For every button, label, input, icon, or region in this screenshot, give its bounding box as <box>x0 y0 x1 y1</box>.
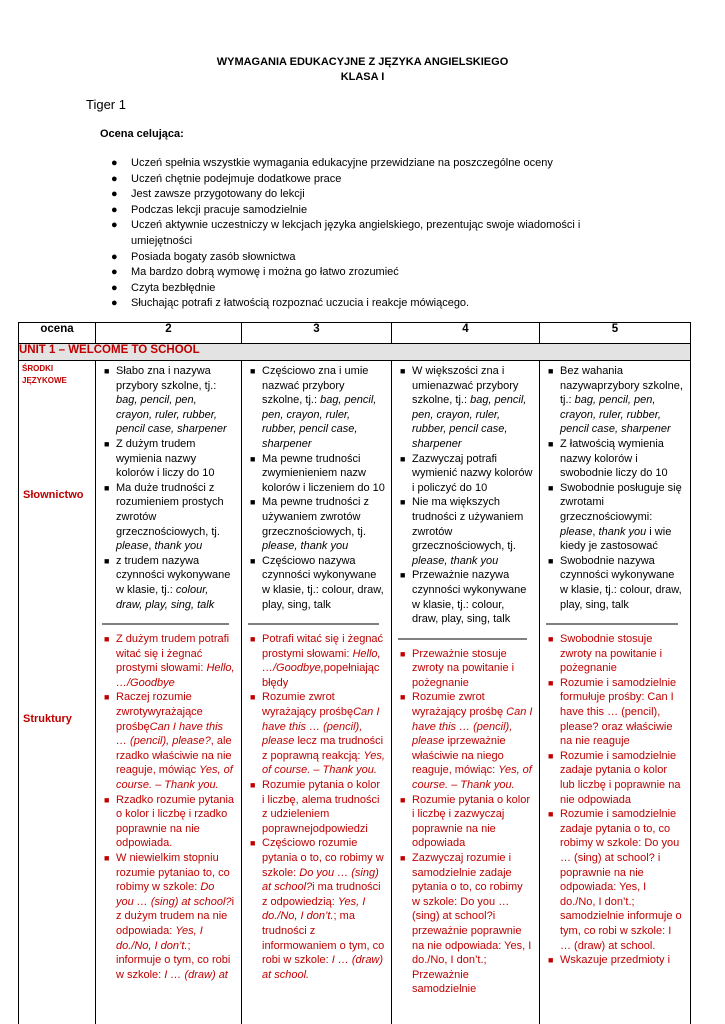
list-item: ■ Przeważnie nazywa czynności wykonywane w klasie, tj.: colour, draw, play, sing, talk <box>400 569 527 626</box>
list-item: ● Czyta bezbłędnie <box>108 281 598 297</box>
square-bullet-icon: ■ <box>250 497 256 508</box>
list-item: ■ Rozumie i samodzielnie formułuje prośby: Can I have this … (pencil), please? oraz właściwie na nie reaguje <box>548 676 677 748</box>
list-item: ■ Rozumie zwrot wyrażający prośbę Can I have this … (pencil), please iprzeważnie właściwie na niego reaguje, mówiąc: Yes, of course. – Thank you. <box>400 691 533 792</box>
list-item: ● Posiada bogaty zasób słownictwa <box>108 250 598 266</box>
class-level: KLASA I <box>340 71 385 83</box>
list-item: ■ Zazwyczaj potrafi wymienić nazwy kolorów i policzyć do 10 <box>400 452 533 494</box>
course-name: Tiger 1 <box>86 97 126 112</box>
square-bullet-icon: ■ <box>250 555 256 566</box>
srodki-label: ŚRODKI JĘZYKOWE <box>22 364 67 385</box>
square-bullet-icon: ■ <box>104 438 110 449</box>
list-item: ■ W niewielkim stopniu rozumie pytaniao to, co robimy w szkole: Do you … (sing) at school?i z dużym trudem na nie odpowiada: Yes, I do./No, I don’t.; informuje o tym, co robi w szkole: I … (draw) at <box>104 852 235 981</box>
square-bullet-icon: ■ <box>400 853 406 863</box>
list-item: ■ Swobodnie posługuje się zwrotami grzecznościowymi: please, thank you i wie kiedy je zastosować <box>548 481 682 553</box>
square-bullet-icon: ■ <box>104 794 110 805</box>
grade-5-cell <box>540 361 691 1024</box>
header-grade-4: 4 <box>392 323 540 344</box>
list-item: ● Podczas lekcji pracuje samodzielnie <box>108 203 598 219</box>
square-bullet-icon: ■ <box>250 780 256 791</box>
struktury-label: Struktury <box>23 713 72 725</box>
list-item: ● Uczeń spełnia wszystkie wymagania edukacyjne przewidziane na poszczególne oceny <box>108 156 598 172</box>
unit-row <box>19 344 691 361</box>
square-bullet-icon: ■ <box>250 692 256 703</box>
grade-3-structures <box>242 632 391 982</box>
list-item: ■ Z dużym trudem wymienia nazwy kolorów i liczy do 10 <box>104 437 215 480</box>
list-item: ■ Rozumie i samodzielnie zadaje pytania o to, co robimy w szkole: Do you … (sing) at school? i poprawnie na nie odpowiada: Yes, I do./No, I don’t.; samodzielnie informuje o tym, co robi w szkole: I … (draw) at school. <box>548 808 682 952</box>
square-bullet-icon: ■ <box>548 809 554 820</box>
square-bullet-icon: ■ <box>548 677 554 688</box>
grade-5-structures <box>540 632 690 968</box>
list-item: ■ Częściowo nazywa czynności wykonywane w klasie, tj.: colour, draw, play, sing, talk <box>250 554 384 611</box>
list-item: ● Słuchając potrafi z łatwością rozpoznać uczucia i reakcje mówiącego. <box>108 296 598 312</box>
square-bullet-icon: ■ <box>250 366 256 376</box>
section-divider <box>540 612 690 632</box>
square-bullet-icon: ■ <box>250 838 256 849</box>
square-bullet-icon: ■ <box>104 482 110 493</box>
list-item: ■ Potrafi witać się i żegnać prostymi słowami: Hello, …/Goodbye,popełniając błędy <box>250 633 384 689</box>
square-bullet-icon: ■ <box>400 453 406 464</box>
bullet-icon: ● <box>111 281 118 294</box>
bullet-icon: ● <box>111 250 118 263</box>
square-bullet-icon: ■ <box>400 366 406 376</box>
square-bullet-icon: ■ <box>548 750 554 761</box>
list-item: ■ Słabo zna i nazywa przybory szkolne, tj.: bag, pencil, pen, crayon, ruler, rubber, pencil case, sharpener <box>104 365 227 436</box>
list-item: ■ Swobodnie stosuje zwroty na powitanie i pożegnanie <box>548 633 663 675</box>
list-item: ● Uczeń aktywnie uczestniczy w lekcjach języka angielskiego, prezentując swoje wiadomości i umiejętności <box>111 219 581 247</box>
bullet-icon: ● <box>111 297 118 310</box>
table-header-row <box>19 323 691 344</box>
bullet-icon: ● <box>111 219 118 232</box>
list-item: ■ z trudem nazywa czynności wykonywane w klasie, tj.: colour, draw, play, sing, talk <box>104 554 231 611</box>
grade-3-vocabulary <box>242 361 391 612</box>
bullet-icon: ● <box>111 266 118 279</box>
list-item: ■ Ma pewne trudności zwymienieniem nazw kolorów i liczeniem do 10 <box>250 452 385 494</box>
square-bullet-icon: ■ <box>250 634 256 645</box>
section-divider <box>392 627 539 647</box>
bullet-icon: ● <box>111 172 118 185</box>
list-item: ● Jest zawsze przygotowany do lekcji <box>108 187 598 203</box>
list-item: ■ W większości zna i umienazwać przybory szkolne, tj.: bag, pencil, pen, crayon, ruler, rubber, pencil case, sharpener <box>400 365 527 450</box>
square-bullet-icon: ■ <box>250 453 256 464</box>
square-bullet-icon: ■ <box>104 853 110 863</box>
list-item: ■ Z łatwością wymienia nazwy kolorów i swobodnie liczy do 10 <box>548 437 668 480</box>
list-item: ■ Rozumie i samodzielnie zadaje pytania o kolor lub liczbę i poprawnie na nie odpowiada <box>548 749 681 806</box>
square-bullet-icon: ■ <box>548 555 554 566</box>
grade-2-cell <box>96 361 242 1024</box>
list-item: ■ Wskazuje przedmioty i <box>548 954 671 967</box>
bullet-icon: ● <box>111 203 118 216</box>
requirements-table <box>18 322 691 1024</box>
bullet-icon: ● <box>111 188 118 201</box>
square-bullet-icon: ■ <box>104 692 110 703</box>
grade-4-vocabulary <box>392 361 539 627</box>
header-grade-5: 5 <box>540 323 691 344</box>
grade-4-cell <box>392 361 540 1024</box>
list-item: ● Ma bardzo dobrą wymowę i można go łatwo zrozumieć <box>108 265 598 281</box>
list-item: ■ Zazwyczaj rozumie i samodzielnie zadaje pytania o to, co robimy w szkole: Do you … (sing) at school?i przeważnie poprawnie na nie odpowiada: Yes, I do./No, I don’t.; Przeważnie samodzielnie <box>400 852 532 996</box>
header-ocena: ocena <box>19 323 96 344</box>
list-item: ■ Rzadko rozumie pytania o kolor i liczbę i rzadko poprawnie na nie odpowiada. <box>104 793 235 850</box>
list-item: ■ Częściowo rozumie pytania o to, co robimy w szkole: Do you … (sing) at school?i ma trudności z odpowiedzią: Yes, I do./No, I don’t.; ma trudności z informowaniem o tym, co robi w szkole: I … (draw) at school. <box>250 837 385 981</box>
list-item: ■ Ma pewne trudności z używaniem zwrotów grzecznościowych, tj. please, thank you <box>250 496 369 553</box>
grade-3-cell <box>242 361 392 1024</box>
square-bullet-icon: ■ <box>548 482 554 493</box>
content-row <box>19 361 691 1024</box>
grade-heading: Ocena celująca: <box>100 128 184 140</box>
square-bullet-icon: ■ <box>548 438 554 449</box>
list-item: ■ Z dużym trudem potrafi witać się i żegnać prostymi słowami: Hello, …/Goodbye <box>104 633 235 689</box>
square-bullet-icon: ■ <box>400 570 406 581</box>
list-item: ■ Bez wahania nazywaprzybory szkolne, tj.: bag, pencil, pen, crayon, ruler, rubber, pencil case, sharpener <box>548 365 683 436</box>
grade-2-structures <box>96 632 241 982</box>
grade-5-vocabulary <box>540 361 690 612</box>
bullet-icon: ● <box>111 157 118 169</box>
square-bullet-icon: ■ <box>548 634 554 645</box>
row-labels <box>19 361 96 1024</box>
slownictwo-label: Słownictwo <box>23 489 84 501</box>
list-item: ■ Raczej rozumie zwrotywyrażające prośbęCan I have this … (pencil), please?, ale rzadko właściwie na nie reaguje, mówiąc Yes, of course. – Thank you. <box>104 691 233 792</box>
square-bullet-icon: ■ <box>104 555 110 566</box>
grade-4-structures <box>392 647 539 997</box>
list-item: ■ Częściowo zna i umie nazwać przybory szkolne, tj.: bag, pencil, pen, crayon, ruler, rubber, pencil case, sharpener <box>250 365 377 450</box>
square-bullet-icon: ■ <box>548 955 554 966</box>
square-bullet-icon: ■ <box>400 794 406 805</box>
list-item: ■ Nie ma większych trudności z używaniem zwrotów grzecznościowych, tj. please, thank you <box>400 496 524 567</box>
square-bullet-icon: ■ <box>104 634 110 645</box>
square-bullet-icon: ■ <box>104 366 110 376</box>
header-grade-2: 2 <box>96 323 242 344</box>
list-item: ■ Ma duże trudności z rozumieniem prostych zwrotów grzecznościowych, tj. please, thank you <box>104 481 224 553</box>
list-item: ■ Rozumie pytania o kolor i liczbę, alema trudności z udzieleniem poprawnejodpowiedzi <box>250 779 381 835</box>
document-title: WYMAGANIA EDUKACYJNE Z JĘZYKA ANGIELSKIEGO <box>216 56 509 68</box>
square-bullet-icon: ■ <box>548 366 554 376</box>
list-item: ● Uczeń chętnie podejmuje dodatkowe prace <box>108 172 598 188</box>
unit-title: UNIT 1 – WELCOME TO SCHOOL <box>19 344 691 361</box>
square-bullet-icon: ■ <box>400 692 406 703</box>
list-item: ■ Rozumie zwrot wyrażający prośbęCan I have this … (pencil), please lecz ma trudności z poprawną reakcją: Yes, of course. – Thank you. <box>250 691 385 777</box>
list-item: ■ Rozumie pytania o kolor i liczbę i zazwyczaj poprawnie na nie odpowiada <box>400 793 531 850</box>
square-bullet-icon: ■ <box>400 497 406 508</box>
section-divider <box>242 612 391 632</box>
square-bullet-icon: ■ <box>400 648 406 659</box>
section-divider <box>96 612 241 632</box>
grade-2-vocabulary <box>96 361 241 612</box>
excellent-grade-list <box>108 156 598 312</box>
list-item: ■ Swobodnie nazywa czynności wykonywane w klasie, tj.: colour, draw, play, sing, talk <box>548 554 682 611</box>
header-grade-3: 3 <box>242 323 392 344</box>
list-item: ■ Przeważnie stosuje zwroty na powitanie i pożegnanie <box>400 647 515 689</box>
